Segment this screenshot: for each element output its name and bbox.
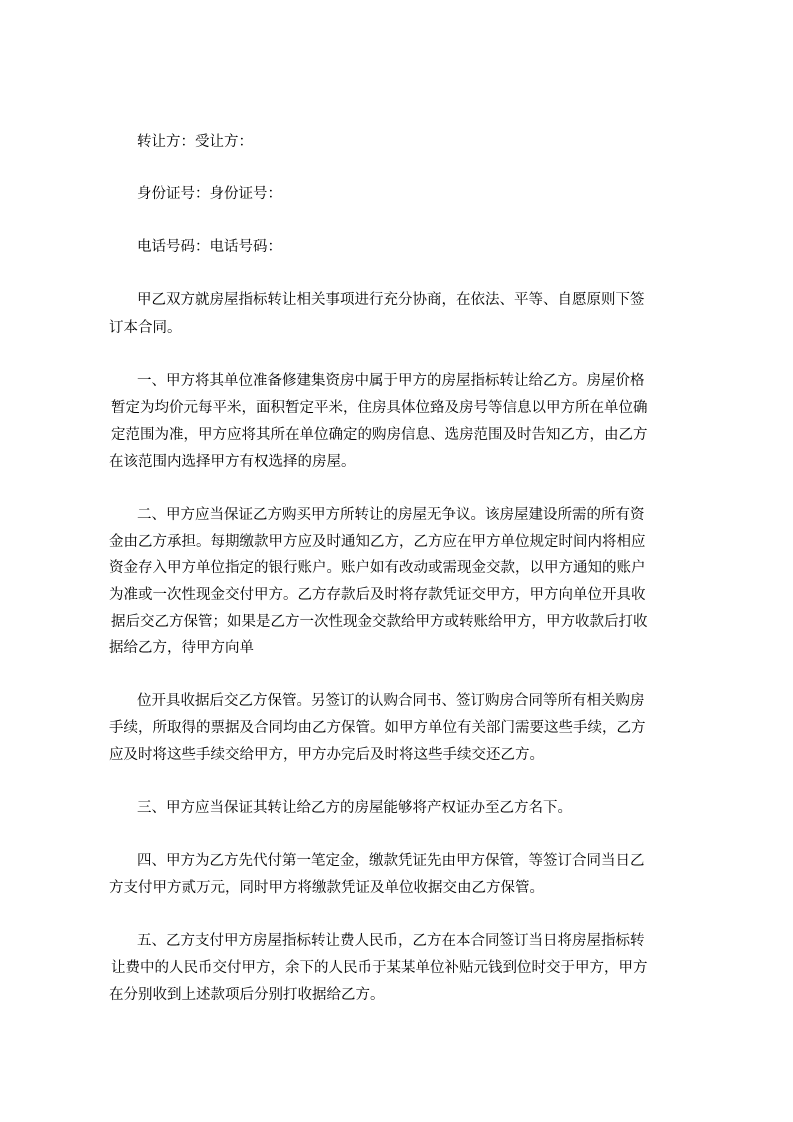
clause-2-continued-line: 手续，所取得的票据及合同均由乙方保管。如甲方单位有关部门需要这些手续，乙方 — [109, 720, 646, 736]
intro-line: 订本合同。 — [109, 320, 182, 336]
party-phone-line: 电话号码：电话号码： — [137, 239, 282, 255]
clause-3-line: 三、甲方应当保证其转让给乙方的房屋能够将产权证办至乙方名下。 — [137, 800, 572, 816]
clause-2-line: 资金存入甲方单位指定的银行账户。账户如有改动或需现金交款，以甲方通知的账户 — [109, 560, 646, 576]
clause-2-line: 金由乙方承担。每期缴款甲方应及时通知乙方，乙方应在甲方单位规定时间内将相应 — [109, 534, 646, 550]
clause-1-line: 在该范围内选择甲方有权选择的房屋。 — [109, 454, 356, 470]
clause-5-line: 在分别收到上述款项后分别打收据给乙方。 — [109, 987, 385, 1003]
clause-5-line: 让费中的人民币交付甲方，余下的人民币于某某单位补贴元钱到位时交于甲方，甲方 — [111, 960, 648, 976]
clause-2-line: 为准或一次性现金交付甲方。乙方存款后及时将存款凭证交甲方，甲方向单位开具收 — [109, 587, 646, 603]
clause-2-continued-line: 应及时将这些手续交给甲方，甲方办完后及时将这些手续交还乙方。 — [109, 747, 544, 763]
clause-4-line: 方支付甲方贰万元，同时甲方将缴款凭证及单位收据交由乙方保管。 — [109, 880, 544, 896]
clause-2-line: 据后交乙方保管；如果是乙方一次性现金交款给甲方或转账给甲方，甲方收款后打收 — [111, 614, 648, 630]
intro-line: 甲乙双方就房屋指标转让相关事项进行充分协商，在依法、平等、自愿原则下签 — [137, 292, 645, 308]
clause-1-line: 一、甲方将其单位准备修建集资房中属于甲方的房屋指标转让给乙方。房屋价格 — [137, 373, 645, 389]
party-names-line: 转让方：受让方： — [137, 134, 253, 150]
party-id-line: 身份证号：身份证号： — [137, 186, 282, 202]
clause-5-line: 五、乙方支付甲方房屋指标转让费人民币，乙方在本合同签订当日将房屋指标转 — [137, 933, 645, 949]
clause-4-line: 四、甲方为乙方先代付第一笔定金，缴款凭证先由甲方保管，等签订合同当日乙 — [137, 853, 645, 869]
clause-1-line: 暂定为均价元每平米，面积暂定平米，住房具体位臵及房号等信息以甲方所在单位确 — [111, 400, 648, 416]
clause-1-line: 定范围为准，甲方应将其所在单位确定的购房信息、选房范围及时告知乙方，由乙方 — [111, 427, 648, 443]
clause-2-line: 二、甲方应当保证乙方购买甲方所转让的房屋无争议。该房屋建设所需的所有资 — [137, 507, 645, 523]
clause-2-line: 据给乙方，待甲方向单 — [109, 640, 254, 656]
clause-2-continued-line: 位开具收据后交乙方保管。另签订的认购合同书、签订购房合同等所有相关购房 — [137, 693, 645, 709]
